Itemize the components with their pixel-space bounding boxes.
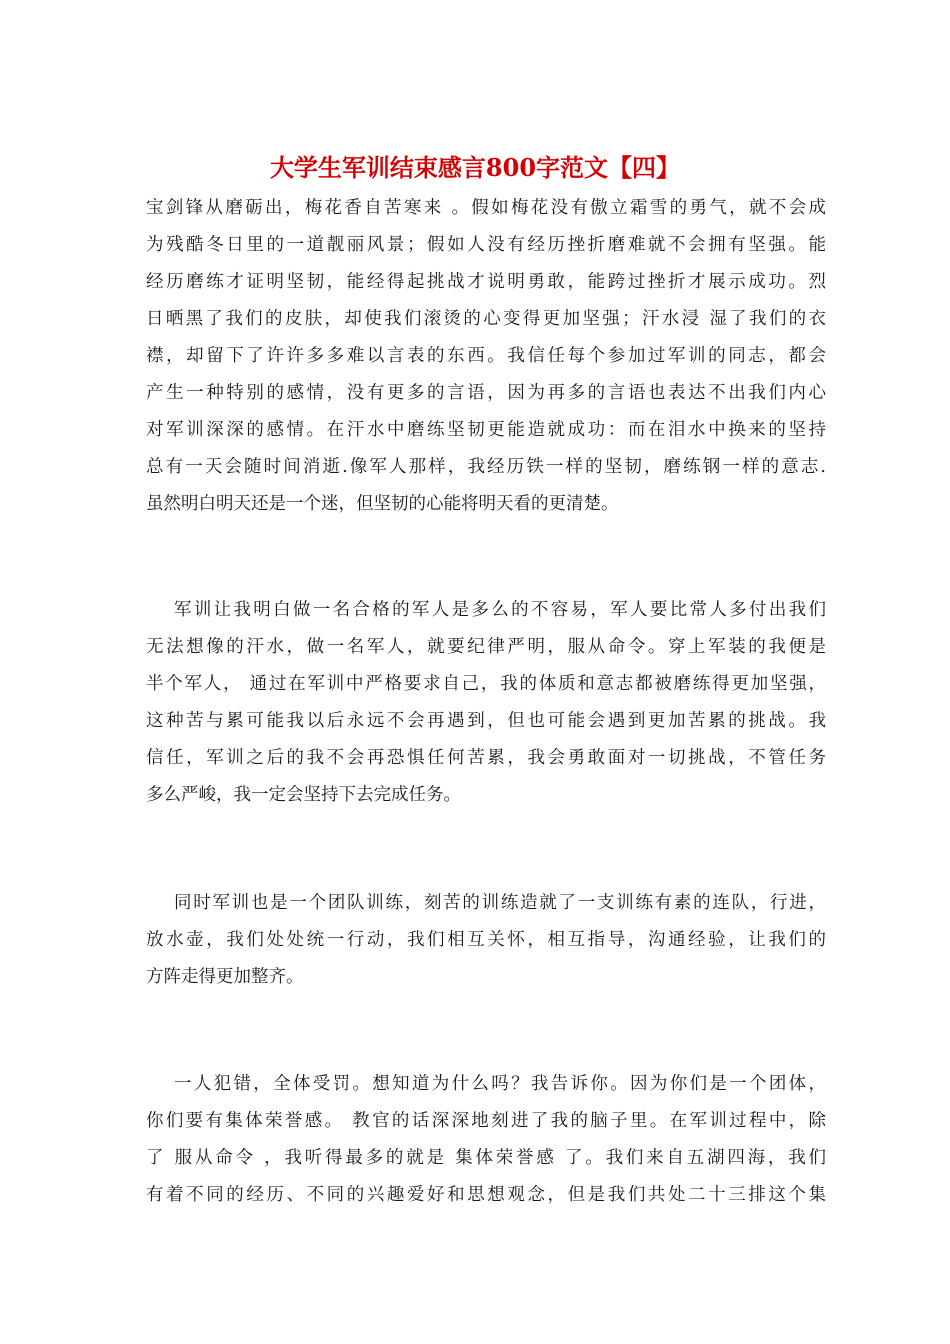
text-line: 对军训深深的感情。在汗水中磨练坚韧更能造就成功：而在泪水中换来的坚持 xyxy=(146,420,826,440)
text-line: 半个军人， 通过在军训中严格要求自己，我的体质和意志都被磨练得更加坚强， xyxy=(146,674,826,694)
text-line: 放水壶，我们处处统一行动，我们相互关怀，相互指导，沟通经验，让我们的 xyxy=(146,930,826,950)
text-line: 虽然明白明天还是一个迷，但坚韧的心能将明天看的更清楚。 xyxy=(146,494,619,514)
paragraph-1 xyxy=(146,190,826,523)
text-line: 总有一天会随时间消逝.像军人那样，我经历铁一样的坚韧，磨练钢一样的意志. xyxy=(146,457,826,477)
text-line: 产生一种特别的感情，没有更多的言语，因为再多的言语也表达不出我们内心 xyxy=(146,383,826,403)
text-line: 有着不同的经历、不同的兴趣爱好和思想观念，但是我们共处二十三排这个集 xyxy=(146,1185,826,1205)
text-line: 一人犯错，全体受罚。想知道为什么吗？我告诉你。因为你们是一个团体， xyxy=(174,1074,826,1094)
text-line: 同时军训也是一个团队训练，刻苦的训练造就了一支训练有素的连队，行进， xyxy=(174,893,826,913)
text-line: 襟，却留下了许许多多难以言表的东西。我信任每个参加过军训的同志，都会 xyxy=(146,346,826,366)
paragraph-3 xyxy=(146,885,826,996)
paragraph-2 xyxy=(146,592,826,814)
text-line: 宝剑锋从磨砺出，梅花香自苦寒来 。假如梅花没有傲立霜雪的勇气，就不会成 xyxy=(146,198,826,218)
text-line: 了 服从命令 ，我听得最多的就是 集体荣誉感 了。我们来自五湖四海，我们 xyxy=(146,1148,826,1168)
text-line: 多么严峻，我一定会坚持下去完成任务。 xyxy=(146,785,461,805)
text-line: 经历磨练才证明坚韧，能经得起挑战才说明勇敢，能跨过挫折才展示成功。烈 xyxy=(146,272,826,292)
document-title: 大学生军训结束感言800字范文【四】 xyxy=(269,153,681,182)
text-line: 你们要有集体荣誉感。 教官的话深深地刻进了我的脑子里。在军训过程中，除 xyxy=(146,1111,826,1131)
paragraph-4 xyxy=(146,1066,826,1214)
text-line: 信任，军训之后的我不会再恐惧任何苦累，我会勇敢面对一切挑战，不管任务 xyxy=(146,748,826,768)
text-line: 方阵走得更加整齐。 xyxy=(146,967,304,987)
text-line: 为残酷冬日里的一道靓丽风景；假如人没有经历挫折磨难就不会拥有坚强。能 xyxy=(146,235,826,255)
text-line: 无法想像的汗水，做一名军人，就要纪律严明，服从命令。穿上军装的我便是 xyxy=(146,637,826,657)
text-line: 军训让我明白做一名合格的军人是多么的不容易，军人要比常人多付出我们 xyxy=(174,600,826,620)
text-line: 日晒黑了我们的皮肤，却使我们滚烫的心变得更加坚强；汗水浸 湿了我们的衣 xyxy=(146,309,826,329)
text-line: 这种苦与累可能我以后永远不会再遇到，但也可能会遇到更加苦累的挑战。我 xyxy=(146,711,826,731)
